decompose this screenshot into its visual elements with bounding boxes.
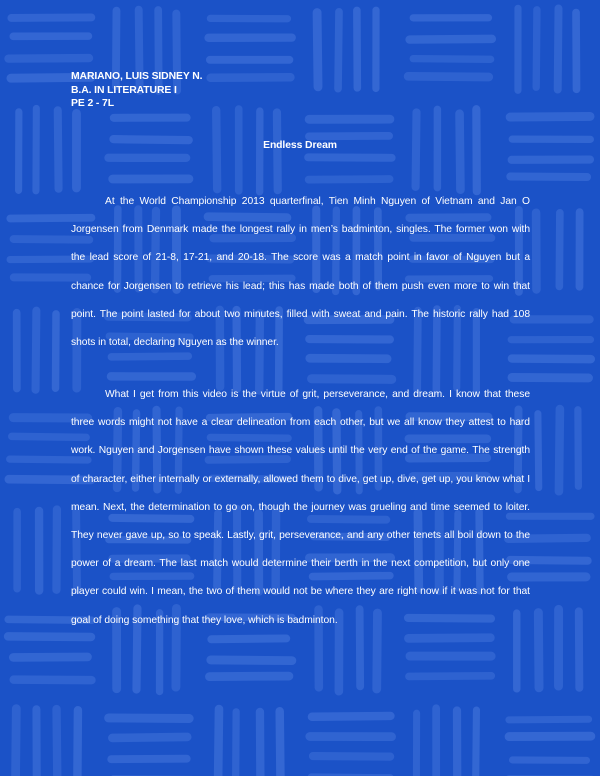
student-section: PE 2 - 7L [71, 98, 114, 109]
student-name: MARIANO, LUIS SIDNEY N. [71, 71, 203, 82]
student-header [71, 70, 202, 111]
essay-paragraph-1: At the World Championship 2013 quarterfinal, Tien Minh Nguyen of Vietnam and Jan O Jorgensen from Denmark made the longest rally in men’s badminton, singles. The former won with the lead score of 21-8, 17-21, and 20-18. The score was a match point in favor of Nguyen but a chance for Jorgensen to retrieve his lead; this has made both of them push even more to win that point. The point lasted for about two minutes, filled with sweat and pain. The historic rally had 108 shots in total, declaring Nguyen as the winner. [71, 196, 530, 349]
student-course: B.A. IN LITERATURE I [71, 84, 177, 96]
essay-paragraph-2: What I get from this video is the virtue of grit, perseverance, and dream. I know that these three words might not have a clear delineation from each other, but we all know they attest to hard work. Nguyen and Jorgensen have shown these values until the very end of the game. The strength of character, either internally or externally, allowed them to dive, get up, dive, get up, you know what I mean. Next, the determination to go on, though the journey was grueling and time seemed to loiter. They never gave up, so to speak. Lastly, grit, perseverance, and any other tenets all boil down to the power of a dream. The last match would determine their berth in the next competition, but only one player could win. I mean, the two of them would not be where they are right now if it was not for that goal of doing something that they love, which is badminton. [71, 389, 530, 626]
essay-title: Endless Dream [263, 140, 337, 151]
